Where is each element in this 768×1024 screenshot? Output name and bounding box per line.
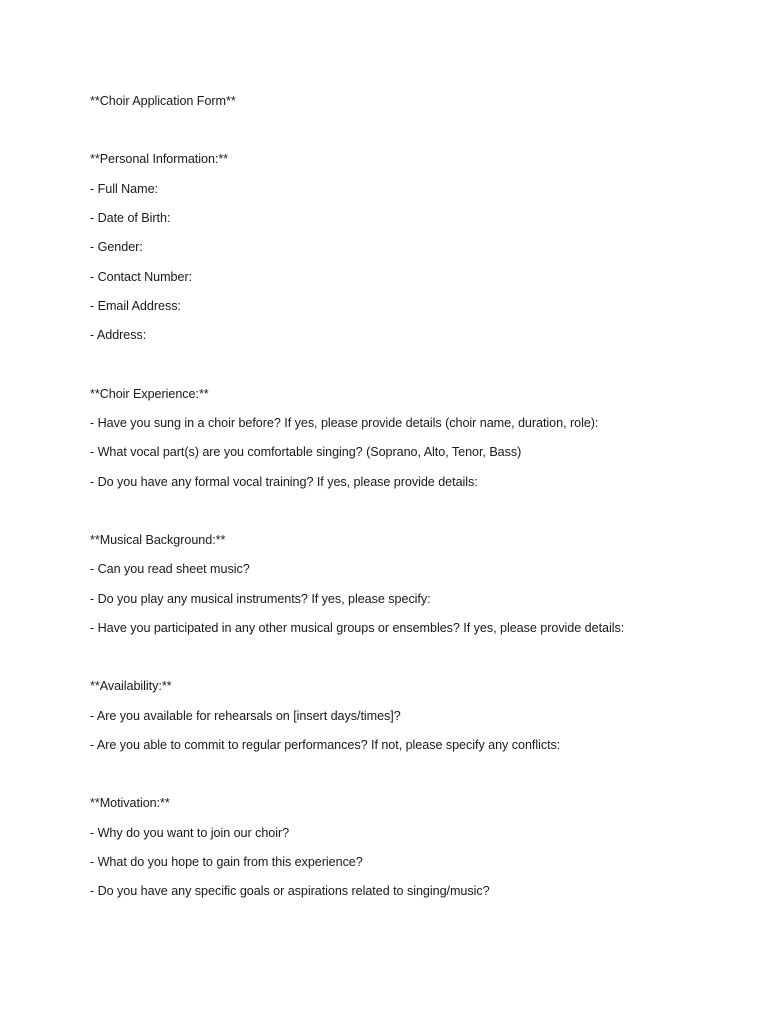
section-spacer [90, 503, 730, 532]
question-hope-to-gain: - What do you hope to gain from this experience? [90, 855, 363, 870]
question-play-instruments: - Do you play any musical instruments? If yes, please specify: [90, 591, 431, 606]
question-goals-aspirations: - Do you have any specific goals or aspirations related to singing/music? [90, 884, 490, 899]
section-heading-motivation: **Motivation:** [90, 796, 170, 811]
section-spacer [90, 649, 730, 678]
question-sung-in-choir: - Have you sung in a choir before? If yes, please provide details (choir name, duration, role): [90, 415, 599, 430]
field-gender: - Gender: [90, 240, 143, 255]
question-read-sheet-music: - Can you read sheet music? [90, 562, 250, 577]
question-why-join: - Why do you want to join our choir? [90, 825, 290, 840]
section-spacer [90, 766, 730, 795]
section-heading-choir-experience: **Choir Experience:** [90, 386, 209, 401]
field-date-of-birth: - Date of Birth: [90, 210, 171, 225]
field-contact-number: - Contact Number: [90, 269, 193, 284]
section-heading-musical-background: **Musical Background:** [90, 533, 226, 548]
question-performance-commitment: - Are you able to commit to regular performances? If not, please specify any conflicts: [90, 738, 561, 752]
section-heading-personal-information: **Personal Information:** [90, 152, 229, 167]
field-full-name: - Full Name: [90, 181, 158, 196]
document-content [90, 93, 730, 913]
question-rehearsal-availability: - Are you available for rehearsals on [insert days/times]? [90, 708, 401, 723]
question-other-groups: - Have you participated in any other musical groups or ensembles? If yes, please provide details: [90, 620, 625, 635]
field-email-address: - Email Address: [90, 298, 181, 313]
section-spacer [90, 356, 730, 385]
field-address: - Address: [90, 328, 147, 343]
section-heading-availability: **Availability:** [90, 679, 172, 694]
document-title: **Choir Application Form** [90, 94, 236, 108]
question-vocal-parts: - What vocal part(s) are you comfortable singing? (Soprano, Alto, Tenor, Bass) [90, 445, 522, 460]
question-vocal-training: - Do you have any formal vocal training? If yes, please provide details: [90, 474, 478, 489]
